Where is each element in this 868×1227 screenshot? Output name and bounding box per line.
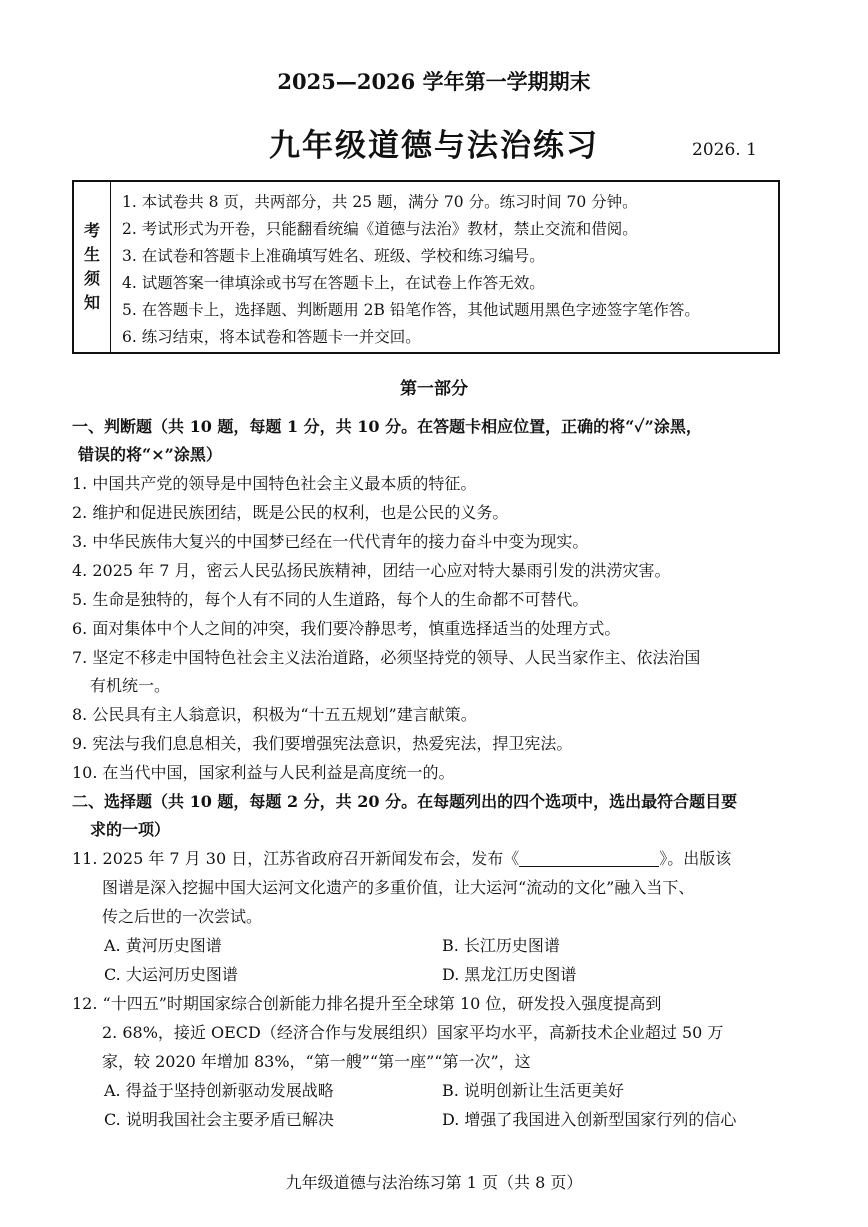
- option-d: D. 增强了我国进入创新型国家行列的信心: [442, 1110, 737, 1129]
- option-a: A. 黄河历史图谱: [104, 936, 222, 955]
- notice-item: 5. 在答题卡上，选择题、判断题用 2B 铅笔作答，其他试题用黑色字迹签字笔作答。: [122, 301, 700, 319]
- answer-blank: [519, 848, 659, 867]
- option-d: D. 黑龙江历史图谱: [442, 965, 577, 984]
- option-a: A. 得益于坚持创新驱动发展战略: [104, 1081, 334, 1100]
- option-c: C. 说明我国社会主要矛盾已解决: [104, 1110, 334, 1129]
- question-11-line: 传之后世的一次尝试。: [102, 907, 263, 926]
- notice-item: 1. 本试卷共 8 页，共两部分，共 25 题，满分 70 分。练习时间 70 分钟。: [122, 193, 638, 211]
- candidate-notice-box: [72, 180, 780, 354]
- notice-label-char: 知: [83, 293, 100, 312]
- judge-item-cont: 有机统一。: [90, 676, 171, 695]
- exam-date: 2026. 1: [692, 140, 757, 160]
- judge-item: 8. 公民具有主人翁意识，积极为“十五五规划”建言献策。: [72, 705, 477, 724]
- judge-item: 5. 生命是独特的，每个人有不同的人生道路，每个人的生命都不可替代。: [72, 590, 589, 609]
- notice-label: [74, 182, 111, 352]
- notice-label-char: 须: [83, 269, 100, 288]
- question-11: [72, 845, 731, 873]
- judge-item: 4. 2025 年 7 月，密云人民弘扬民族精神，团结一心应对特大暴雨引发的洪涝灾害。: [72, 561, 671, 580]
- page-title: 九年级道德与法治练习: [269, 128, 599, 164]
- notice-item: 3. 在试卷和答题卡上准确填写姓名、班级、学校和练习编号。: [122, 247, 545, 265]
- section-heading-cont: 求的一项）: [90, 820, 171, 839]
- exam-term: 2025—2026 学年第一学期期末: [277, 69, 591, 94]
- notice-item: 6. 练习结束，将本试卷和答题卡一并交回。: [122, 328, 421, 346]
- judge-item: 3. 中华民族伟大复兴的中国梦已经在一代代青年的接力奋斗中变为现实。: [72, 532, 589, 551]
- judge-item: 10. 在当代中国，国家利益与人民利益是高度统一的。: [72, 763, 455, 782]
- judge-item: 2. 维护和促进民族团结，既是公民的权利，也是公民的义务。: [72, 503, 509, 522]
- judge-item: 1. 中国共产党的领导是中国特色社会主义最本质的特征。: [72, 474, 477, 493]
- judge-item: 7. 坚定不移走中国特色社会主义法治道路，必须坚持党的领导、人民当家作主、依法治国: [72, 648, 701, 667]
- question-11-stem-a: 11. 2025 年 7 月 30 日，江苏省政府召开新闻发布会，发布《: [72, 849, 520, 868]
- question-12-line: 2. 68%，接近 OECD（经济合作与发展组织）国家平均水平，高新技术企业超过 50 万: [102, 1023, 724, 1042]
- notice-label-char: 生: [83, 245, 100, 264]
- section-heading: 一、判断题（共 10 题，每题 1 分，共 10 分。在答题卡相应位置，正确的将“✓”涂黑，: [72, 417, 702, 436]
- notice-item: 4. 试题答案一律填涂或书写在答题卡上，在试卷上作答无效。: [122, 274, 545, 292]
- section-heading-cont: 错误的将“×”涂黑）: [78, 445, 222, 464]
- notice-list: [122, 189, 700, 351]
- judge-item: 6. 面对集体中个人之间的冲突，我们要冷静思考，慎重选择适当的处理方式。: [72, 619, 621, 638]
- question-12: 12. “十四五”时期国家综合创新能力排名提升至全球第 10 位，研发投入强度提高到: [72, 994, 662, 1013]
- option-b: B. 说明创新让生活更美好: [442, 1081, 624, 1100]
- part-title: 第一部分: [400, 379, 468, 399]
- question-11-stem-b: 》。出版该: [659, 849, 732, 868]
- notice-label-char: 考: [83, 221, 100, 240]
- section-heading: 二、选择题（共 10 题，每题 2 分，共 20 分。在每题列出的四个选项中，选出最符合题目要: [72, 792, 738, 811]
- notice-item: 2. 考试形式为开卷，只能翻看统编《道德与法治》教材，禁止交流和借阅。: [122, 220, 638, 238]
- judge-item: 9. 宪法与我们息息相关，我们要增强宪法意识，热爱宪法，捍卫宪法。: [72, 734, 573, 753]
- question-12-line: 家，较 2020 年增加 83%，“第一艘”“第一座”“第一次”，这: [102, 1052, 531, 1071]
- page-footer: 九年级道德与法治练习第 1 页（共 8 页）: [285, 1173, 583, 1192]
- question-11-line: 图谱是深入挖掘中国大运河文化遗产的多重价值，让大运河“流动的文化”融入当下、: [102, 878, 695, 897]
- option-c: C. 大运河历史图谱: [104, 965, 238, 984]
- option-b: B. 长江历史图谱: [442, 936, 560, 955]
